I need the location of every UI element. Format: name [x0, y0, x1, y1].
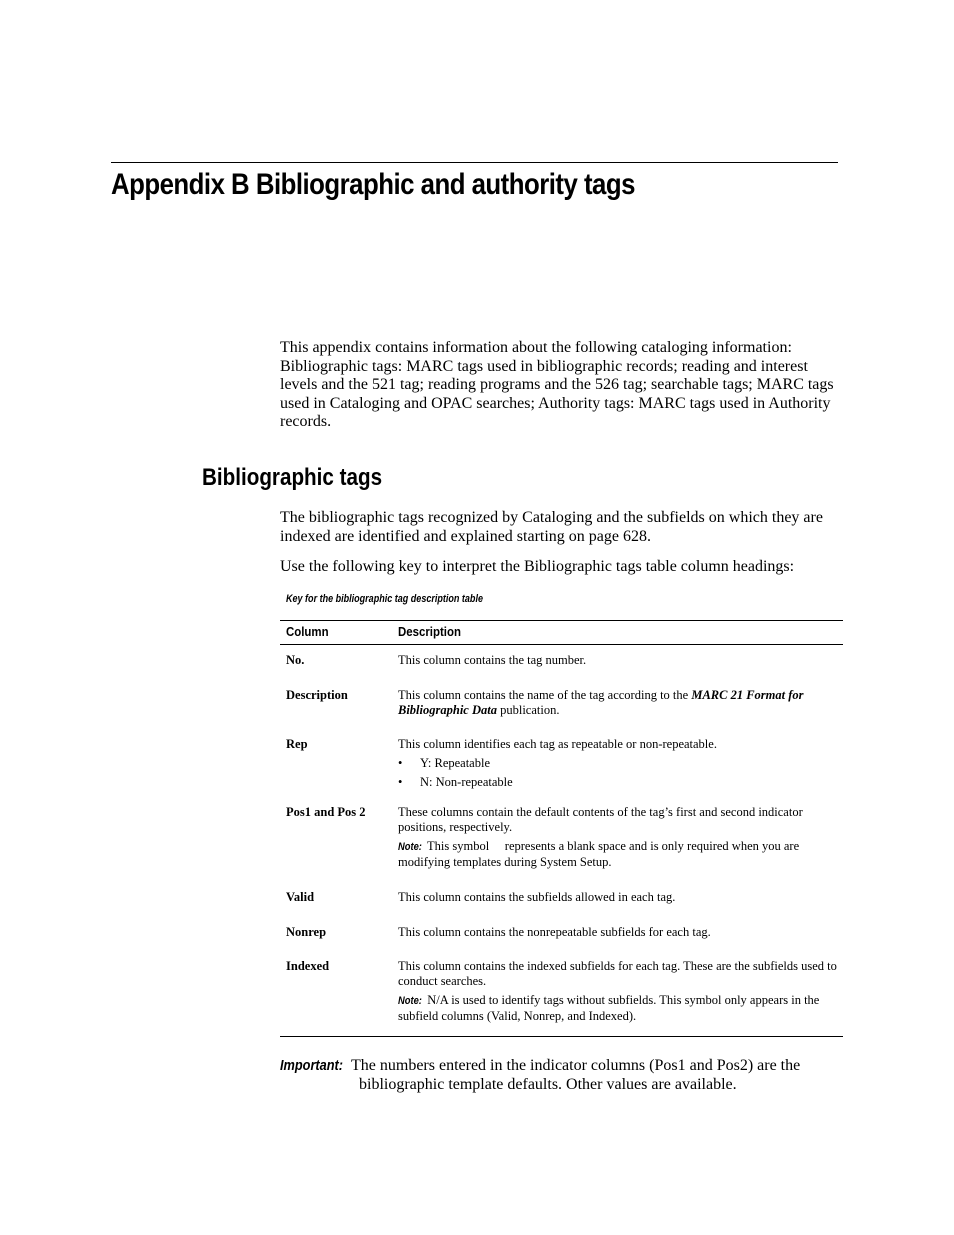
bullet-icon: •: [398, 756, 403, 770]
row-description-text: This column identifies each tag as repeatable or non-repeatable.: [398, 737, 717, 751]
row-description: [398, 737, 838, 790]
table-row-valid: [280, 890, 843, 905]
note-text: This symbol represents a blank space and is only required when you are modifying templates during System Setup.: [398, 839, 803, 869]
row-term: Indexed: [286, 959, 330, 973]
chapter-top-rule: [111, 162, 838, 163]
table-row-no: [280, 653, 843, 668]
row-description: [398, 805, 838, 870]
table-row-nonrep: [280, 925, 843, 940]
section-paragraph-2: Use the following key to interpret the Bibliographic tags table column headings:: [280, 558, 795, 575]
note-label: Note:: [398, 841, 422, 853]
note-label: Note:: [398, 995, 422, 1007]
row-description-text: These columns contain the default contents of the tag’s first and second indicator positions, respectively.: [398, 805, 803, 834]
header-column: Column: [286, 624, 329, 639]
desc-text-before: This column contains the name of the tag according to the: [398, 688, 692, 702]
section-paragraph-1: The bibliographic tags recognized by Cataloging and the subfields on which they are indexed are identified and explained starting on page 628.: [280, 509, 823, 545]
note-text: N/A is used to identify tags without subfields. This symbol only appears in the subfield columns (Valid, Nonrep, and Indexed).: [398, 993, 820, 1023]
important-callout: [280, 1056, 845, 1094]
row-term: Description: [286, 688, 348, 702]
row-description-text: [398, 688, 838, 718]
row-description-text: This column contains the subfields allowed in each tag.: [398, 890, 676, 904]
row-description-text: This column contains the nonrepeatable subfields for each tag.: [398, 925, 711, 939]
table-header-row: [280, 621, 843, 645]
row-term: Pos1 and Pos 2: [286, 805, 366, 819]
row-description-text: This column contains the tag number.: [398, 653, 587, 667]
row-description: [398, 688, 838, 718]
section-title: Bibliographic tags: [202, 464, 383, 491]
key-table: [280, 620, 843, 1037]
row-term: Valid: [286, 890, 315, 904]
list-item: [398, 775, 838, 790]
rep-bullet-list: [398, 756, 838, 790]
row-description-text: This column contains the indexed subfields for each tag. These are the subfields used to conduct searches.: [398, 959, 837, 988]
table-row-indexed: [280, 959, 843, 1036]
intro-paragraph: This appendix contains information about the following cataloging information: Bibliographic tags: MARC tags used in bibliographic records; reading and interest levels and the 521 tag; reading programs and the 526 tag; searchable tags; MARC tags used in Cataloging and OPAC searches; Authority tags: MARC tags used in Authority records.: [280, 339, 834, 430]
bullet-icon: •: [398, 775, 403, 789]
row-description: [398, 890, 838, 905]
important-label: Important:: [280, 1057, 344, 1074]
table-row-pos: [280, 805, 843, 870]
table-caption: Key for the bibliographic tag description table: [286, 593, 483, 605]
table-row-rep: [280, 737, 843, 790]
note: [398, 993, 838, 1024]
publication-title: MARC 21 Format for Bibliographic Data: [398, 688, 804, 717]
list-item: [398, 756, 838, 771]
important-text: The numbers entered in the indicator columns (Pos1 and Pos2) are the bibliographic template defaults. Other values are available.: [351, 1057, 801, 1093]
table-row-description: [280, 688, 843, 718]
bullet-text: N: Non-repeatable: [420, 775, 513, 789]
row-description: [398, 653, 838, 668]
row-term: Nonrep: [286, 925, 327, 939]
bullet-text: Y: Repeatable: [420, 756, 491, 770]
note: [398, 839, 838, 870]
row-term: No.: [286, 653, 305, 667]
row-description: [398, 959, 838, 1024]
chapter-title: Appendix B Bibliographic and authority tags: [111, 168, 635, 201]
desc-text-after: publication.: [496, 703, 560, 717]
row-term: Rep: [286, 737, 308, 751]
header-description: Description: [398, 624, 461, 639]
row-description: [398, 925, 838, 940]
